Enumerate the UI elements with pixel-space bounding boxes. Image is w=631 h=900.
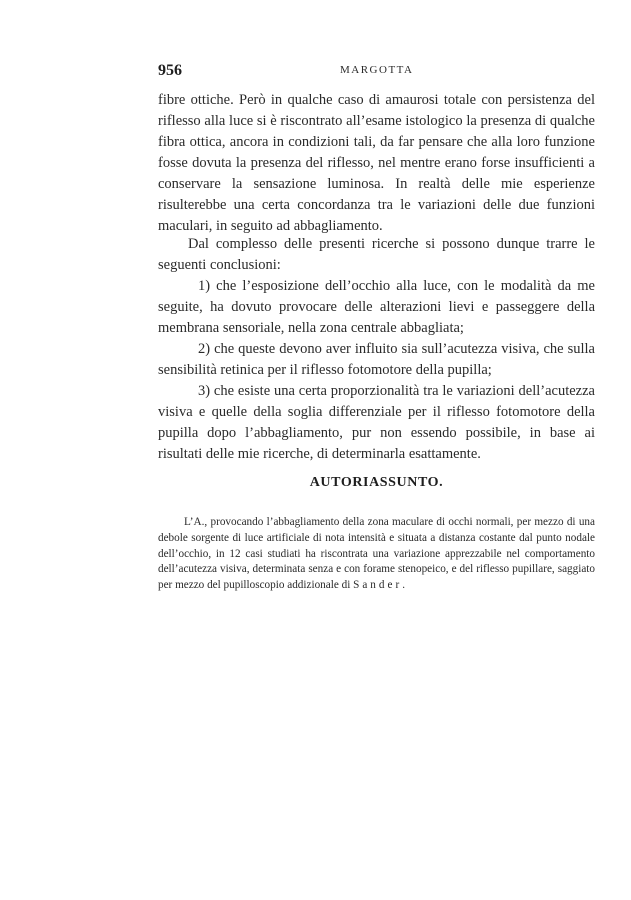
author-name: Sander [353, 579, 403, 592]
conclusion-item-3: 3) che esiste una certa proporzionalità tra le variazioni dell’acutezza visiva e quelle della soglia differenziale per il riflesso fotomotore della pupilla dopo l’abbagliamento, pur non essendo possibile, in base ai risultati delle mie ricerche, di determinarla esattamente. [158, 383, 595, 462]
body-paragraph-1: fibre ottiche. Però in qualche caso di amaurosi totale con persistenza del riflesso alla luce si è riscontrato all’esame istologico la presenza di qualche fibra ottica, ancora in condizioni tali, da far pensare che alla loro funzione fosse dovuta la presenza del riflesso, nel mentre erano forse insufficienti a conservare la sensazione luminosa. In realtà delle mie esperienze risulterebbe una certa concordanza tra le variazioni delle due funzioni maculari, in seguito ad abbagliamento. [158, 92, 595, 234]
abstract-body: L’A., provocando l’abbagliamento della zona maculare di occhi normali, per mezzo di una debole sorgente di luce artificiale di nota intensità e situata a distanza costante dal punto nodale dell’occhio, in 12 casi studiati ha riscontrata una variazione apprezzabile nel comportamento dell’acutezza visiva, determinata senza e con forame stenopeico, e del riflesso pupillare, saggiato per mezzo del pupilloscopio addizionale di [158, 516, 595, 592]
conclusion-item-2: 2) che queste devono aver influito sia sull’acutezza visiva, che sulla sensibilità retinica per il riflesso fotomotore della pupilla; [158, 341, 595, 378]
conclusions-list [158, 276, 595, 465]
page-number: 956 [158, 62, 182, 79]
body-paragraph-2: Dal complesso delle presenti ricerche si possono dunque trarre le seguenti conclusioni: [158, 236, 595, 273]
abstract-end-punct: . [402, 579, 405, 592]
abstract-title: AUTORIASSUNTO. [309, 475, 444, 490]
conclusion-item-1: 1) che l’esposizione dell’occhio alla luce, con le modalità da me seguite, ha dovuto provocare delle alterazioni lievi e passeggere della membrana sensoriale, nella zona centrale abbagliata; [158, 278, 595, 336]
abstract-text [158, 515, 595, 594]
running-head: MARGOTTA [340, 64, 414, 76]
